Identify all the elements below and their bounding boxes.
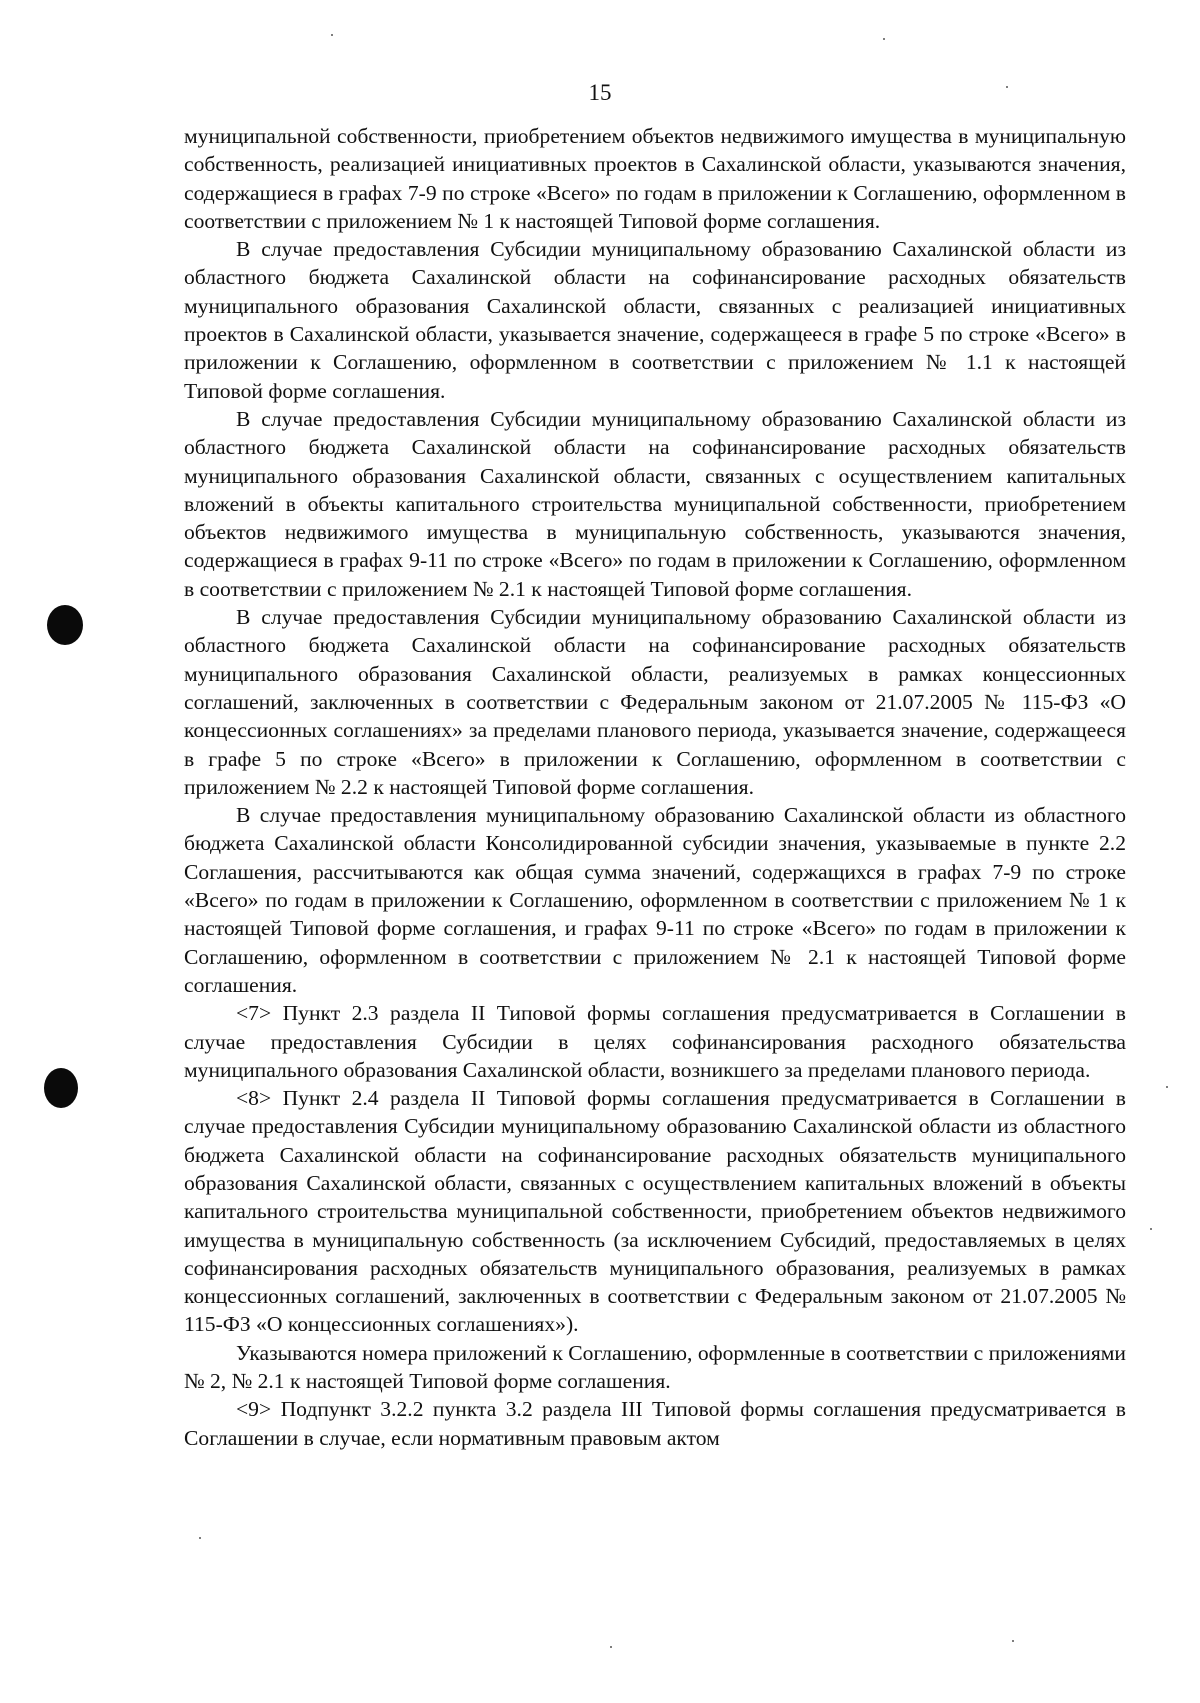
paragraph-continuation: муниципальной собственности, приобретением объектов недвижимого имущества в муниципальную собственность, реализацией инициативных проектов в Сахалинской области, указываются значения, содержащиеся в графах 7-9 по строке «Всего» по годам в приложении к Соглашению, оформленном в соответствии с приложением № 1 к настоящей Типовой форме соглашения. (184, 124, 1126, 233)
scan-speck (199, 1537, 201, 1539)
scan-speck (1012, 1640, 1014, 1642)
punch-hole-mark (44, 1068, 78, 1108)
paragraph-consolidated-subsidy: В случае предоставления муниципальному образованию Сахалинской области из областного бюджета Сахалинской области Консолидированной субсидии значения, указываемые в пункте 2.2 Соглашения, рассчитываются как общая сумма значений, содержащихся в графах 7-9 по строке «Всего» по годам в приложении к Соглашению, оформленном в соответствии с приложением № 1 к настоящей Типовой форме соглашения, и графах 9-11 по строке «Всего» по годам в приложении к Соглашению, оформленном в соответствии с приложением № 2.1 к настоящей Типовой форме соглашения. (184, 803, 1126, 997)
document-body (184, 122, 1126, 1452)
scan-speck (1166, 1086, 1168, 1088)
scan-speck (1006, 86, 1008, 88)
paragraph-appendix-numbers: Указываются номера приложений к Соглашению, оформленные в соответствии с приложениями № 2, № 2.1 к настоящей Типовой форме соглашения. (184, 1340, 1126, 1394)
footnote-7: <7> Пункт 2.3 раздела II Типовой формы соглашения предусматривается в Соглашении в случае предоставления Субсидии в целях софинансирования расходного обязательства муниципального образования Сахалинской области, возникшего за пределами планового периода. (184, 1001, 1126, 1082)
scan-speck (610, 1646, 612, 1648)
footnote-8: <8> Пункт 2.4 раздела II Типовой формы соглашения предусматривается в Соглашении в случае предоставления Субсидии муниципальному образованию Сахалинской области из областного бюджета Сахалинской области на софинансирование расходных обязательств муниципального образования Сахалинской области, связанных с осуществлением капитальных вложений в объекты капитального строительства муниципальной собственности, приобретением объектов недвижимого имущества в муниципальную собственность (за исключением Субсидий, предоставляемых в целях софинансирования расходных обязательств муниципального образования, реализуемых в рамках концессионных соглашений, заключенных в соответствии с Федеральным законом от 21.07.2005 № 115-ФЗ «О концессионных соглашениях»). (184, 1086, 1126, 1337)
scan-speck (331, 34, 333, 36)
paragraph-initiative-projects: В случае предоставления Субсидии муниципальному образованию Сахалинской области из областного бюджета Сахалинской области на софинансирование расходных обязательств муниципального образования Сахалинской области, связанных с реализацией инициативных проектов в Сахалинской области, указывается значение, содержащееся в графе 5 по строке «Всего» в приложении к Соглашению, оформленном в соответствии с приложением № 1.1 к настоящей Типовой форме соглашения. (184, 237, 1126, 403)
scan-speck (883, 38, 885, 40)
page-number: 15 (588, 80, 612, 105)
footnote-9: <9> Подпункт 3.2.2 пункта 3.2 раздела III Типовой формы соглашения предусматривается в Соглашении в случае, если нормативным правовым актом (184, 1397, 1126, 1450)
paragraph-capital-investments: В случае предоставления Субсидии муниципальному образованию Сахалинской области из областного бюджета Сахалинской области на софинансирование расходных обязательств муниципального образования Сахалинской области, связанных с осуществлением капитальных вложений в объекты капитального строительства муниципальной собственности, приобретением объектов недвижимого имущества в муниципальную собственность, указываются значения, содержащиеся в графах 9-11 по строке «Всего» по годам в приложении к Соглашению, оформленном в соответствии с приложением № 2.1 к настоящей Типовой форме соглашения. (184, 406, 1126, 601)
punch-hole-mark (47, 605, 83, 645)
scan-speck (1150, 1228, 1152, 1230)
paragraph-concession-agreements: В случае предоставления Субсидии муниципальному образованию Сахалинской области из областного бюджета Сахалинской области на софинансирование расходных обязательств муниципального образования Сахалинской области, реализуемых в рамках концессионных соглашений, заключенных в соответствии с Федеральным законом от 21.07.2005 № 115-ФЗ «О концессионных соглашениях» за пределами планового периода, указывается значение, содержащееся в графе 5 по строке «Всего» в приложении к Соглашению, оформленном в соответствии с приложением № 2.2 к настоящей Типовой форме соглашения. (184, 605, 1126, 799)
